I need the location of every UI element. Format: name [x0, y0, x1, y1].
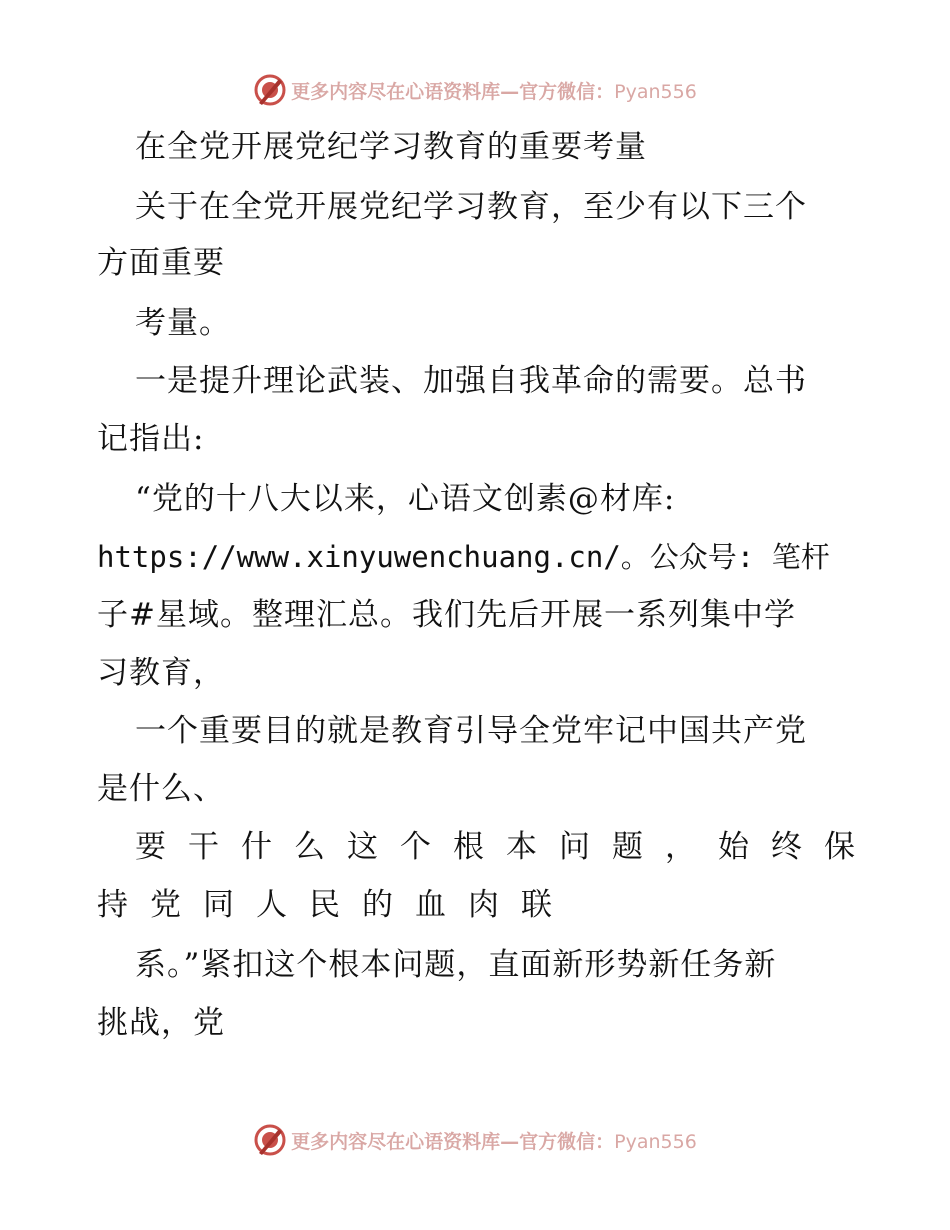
paragraph-line: “党的十八大以来，心语文创素@材库: — [135, 481, 676, 517]
wechat-id: Pyan556 — [614, 1130, 697, 1153]
paragraph-line: 关于在全党开展党纪学习教育，至少有以下三个 — [135, 189, 807, 225]
paragraph-line: 记指出: — [97, 421, 205, 457]
pen-logo-icon — [253, 1123, 287, 1157]
paragraph-line: 要干什么这个根本问题，始终保 — [135, 829, 877, 865]
paragraph-line: 考量。 — [135, 305, 231, 341]
paragraph-line: https://www.xinyuwenchuang.cn/。公众号: 笔杆 — [97, 540, 830, 574]
paragraph-line: 习教育， — [97, 655, 225, 691]
paragraph-line: 一是提升理论武装、加强自我革命的需要。总书 — [135, 363, 807, 399]
document-title: 在全党开展党纪学习教育的重要考量 — [135, 129, 647, 165]
paragraph-line: 系。”紧扣这个根本问题，直面新形势新任务新 — [135, 947, 777, 983]
paragraph-line: 子#星域。整理汇总。我们先后开展一系列集中学 — [97, 597, 796, 633]
wechat-id: Pyan556 — [614, 80, 697, 103]
watermark-text: 更多内容尽在心语资料库—官方微信：Pyan556 — [291, 1130, 697, 1153]
paragraph-line: 方面重要 — [97, 245, 225, 281]
footer-watermark-banner — [0, 1120, 950, 1160]
paragraph-line: 挑战，党 — [97, 1005, 225, 1041]
paragraph-line: 是什么、 — [97, 771, 225, 807]
paragraph-line: 持党同人民的血肉联 — [97, 887, 574, 923]
watermark-text: 更多内容尽在心语资料库—官方微信：Pyan556 — [291, 80, 697, 103]
paragraph-line: 一个重要目的就是教育引导全党牢记中国共产党 — [135, 713, 807, 749]
